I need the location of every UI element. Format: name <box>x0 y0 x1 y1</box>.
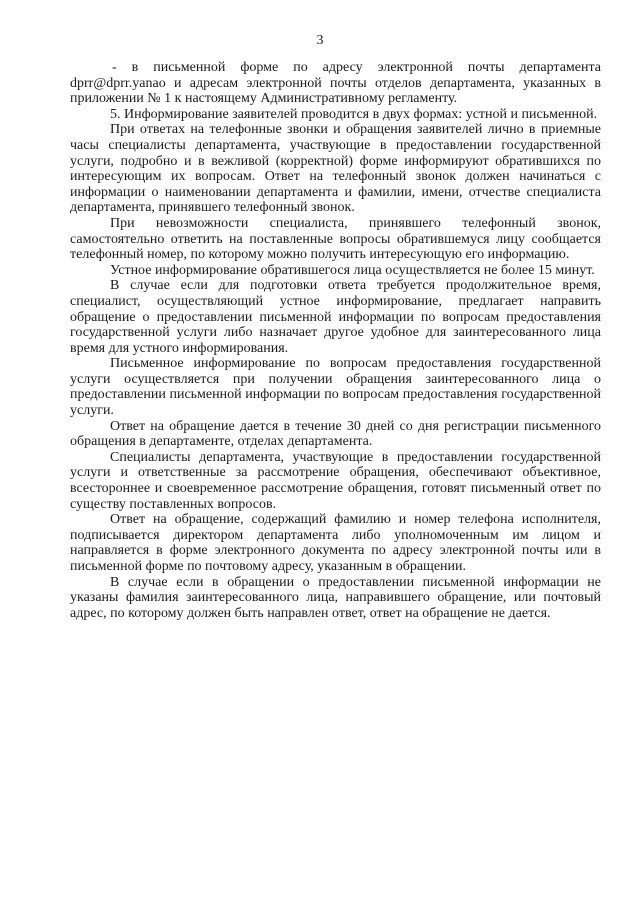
paragraph: При ответах на телефонные звонки и обращения заявителей лично в приемные часы специалисты департамента, участвующие в предоставлении государственной услуги, подробно и в вежливой (корректной) форме информируют обратившихся по интересующим их вопросам. Ответ на телефонный звонок должен начинаться с информации о наименовании департамента и фамилии, имени, отчестве специалиста департамента, принявшего телефонный звонок. <box>70 122 601 216</box>
paragraph: Ответ на обращение, содержащий фамилию и номер телефона исполнителя, подписывается директором департамента либо уполномоченным им лицом и направляется в форме электронного документа по адресу электронной почты или в письменной форме по почтовому адресу, указанным в обращении. <box>70 512 601 574</box>
paragraph: В случае если для подготовки ответа требуется продолжительное время, специалист, осуществляющий устное информирование, предлагает направить обращение о предоставлении письменной информации по вопросам предоставления государственной услуги либо назначает другое удобное для заинтересованного лица время для устного информирования. <box>70 278 601 356</box>
document-body <box>70 60 601 621</box>
paragraph: 5. Информирование заявителей проводится в двух формах: устной и письменной. <box>110 106 598 122</box>
paragraph: В случае если в обращении о предоставлении письменной информации не указаны фамилия заинтересованного лица, направившего обращение, или почтовый адрес, по которому должен быть направлен ответ, ответ на обращение не дается. <box>70 574 601 621</box>
paragraph: При невозможности специалиста, принявшего телефонный звонок, самостоятельно ответить на поставленные вопросы обратившемуся лицу сообщается телефонный номер, по которому можно получить интересующую его информацию. <box>70 215 601 263</box>
paragraph: - в письменной форме по адресу электронной почты департамента dprr@dprr.yanao и адресам электронной почты отделов департамента, указанных в приложении № 1 к настоящему Административному регламенту. <box>70 60 601 107</box>
page-number: 3 <box>316 33 324 48</box>
paragraph: Письменное информирование по вопросам предоставления государственной услуги осуществляется при получении обращения заинтересованного лица о предоставлении письменной информации по вопросам предоставления государственной услуги. <box>70 356 601 419</box>
paragraph: Устное информирование обратившегося лица осуществляется не более 15 минут. <box>110 262 595 278</box>
paragraph: Специалисты департамента, участвующие в предоставлении государственной услуги и ответственные за рассмотрение обращения, обеспечивают объективное, всестороннее и своевременное рассмотрение обращения, готовят письменный ответ по существу поставленных вопросов. <box>70 449 601 512</box>
paragraph: Ответ на обращение дается в течение 30 дней со дня регистрации письменного обращения в департаменте, отделах департамента. <box>70 418 601 450</box>
